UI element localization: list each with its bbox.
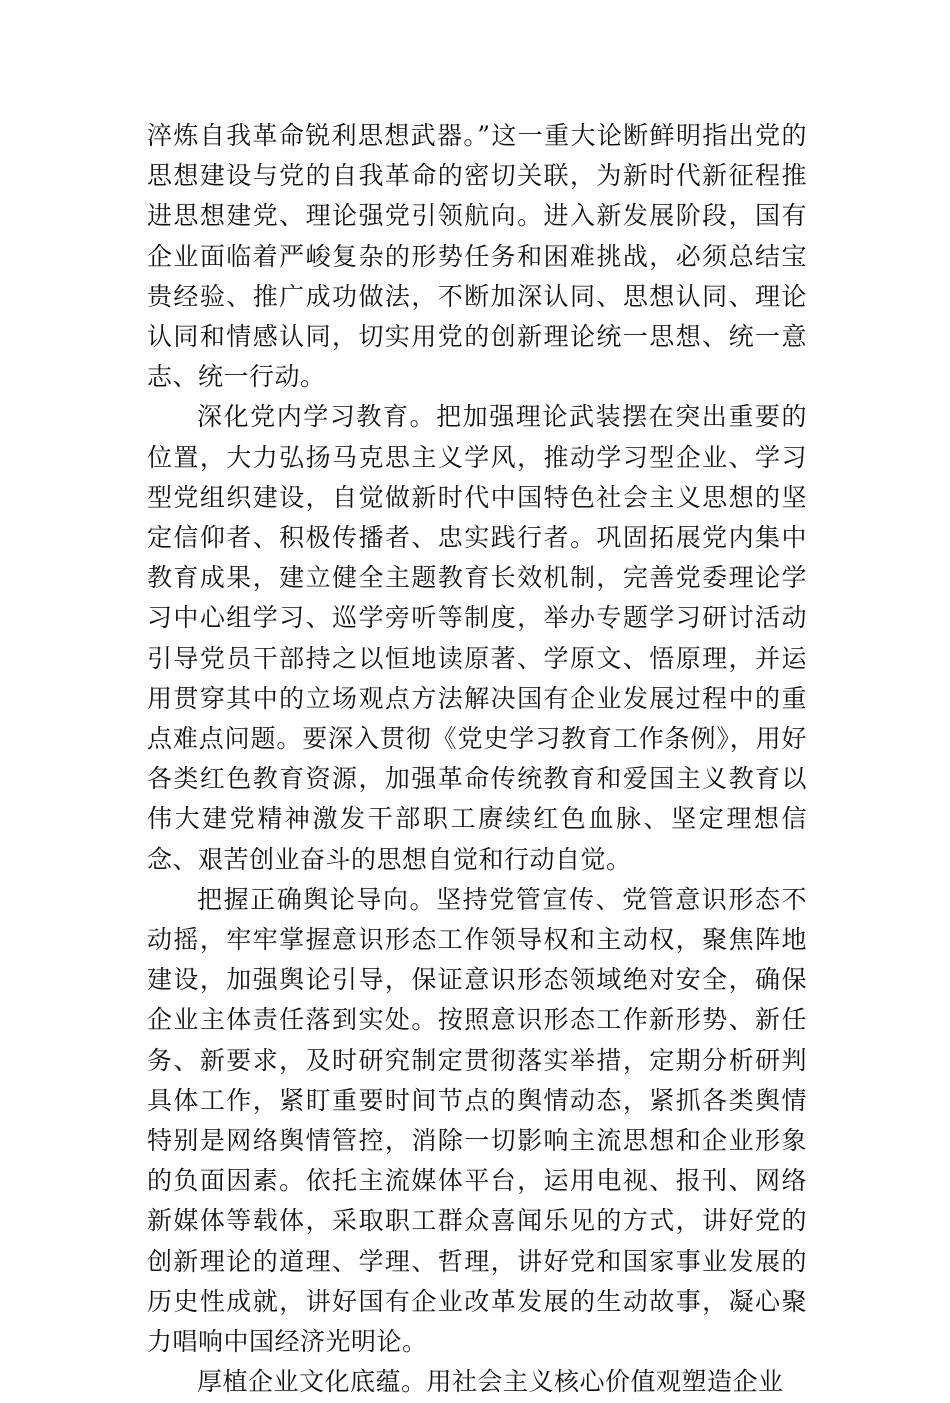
document-body (147, 116, 807, 1403)
paragraph: 淬炼自我革命锐利思想武器。”这一重大论断鲜明指出党的思想建设与党的自我革命的密切关联，为新时代新征程推进思想建党、理论强党引领航向。进入新发展阶段，国有企业面临着严峻复杂的形势任务和困难挑战，必须总结宝贵经验、推广成功做法，不断加深认同、思想认同、理论认同和情感认同，切实用党的创新理论统一思想、统一意志、统一行动。 (147, 121, 807, 392)
paragraph: 厚植企业文化底蕴。用社会主义核心价值观塑造企业 (197, 1367, 784, 1397)
paragraph: 把握正确舆论导向。坚持党管宣传、党管意识形态不动摇，牢牢掌握意识形态工作领导权和主动权，聚焦阵地建设，加强舆论引导，保证意识形态领域绝对安全，确保企业主体责任落到实处。按照意识形态工作新形势、新任务、新要求，及时研究制定贯彻落实举措，定期分析研判具体工作，紧盯重要时间节点的舆情动态，紧抓各类舆情特别是网络舆情管控，消除一切影响主流思想和企业形象的负面因素。依托主流媒体平台，运用电视、报刊、网络新媒体等载体，采取职工群众喜闻乐见的方式，讲好党的创新理论的道理、学理、哲理，讲好党和国家事业发展的历史性成就，讲好国有企业改革发展的生动故事，凝心聚力唱响中国经济光明论。 (147, 884, 807, 1357)
paragraph: 深化党内学习教育。把加强理论武装摆在突出重要的位置，大力弘扬马克思主义学风，推动学习型企业、学习型党组织建设，自觉做新时代中国特色社会主义思想的坚定信仰者、积极传播者、忠实践行者。巩固拓展党内集中教育成果，建立健全主题教育长效机制，完善党委理论学习中心组学习、巡学旁听等制度，举办专题学习研讨活动引导党员干部持之以恒地读原著、学原文、悟原理，并运用贯穿其中的立场观点方法解决国有企业发展过程中的重点难点问题。要深入贯彻《党史学习教育工作条例》，用好各类红色教育资源，加强革命传统教育和爱国主义教育以伟大建党精神激发干部职工赓续红色血脉、坚定理想信念、艰苦创业奋斗的思想自觉和行动自觉。 (147, 402, 807, 874)
